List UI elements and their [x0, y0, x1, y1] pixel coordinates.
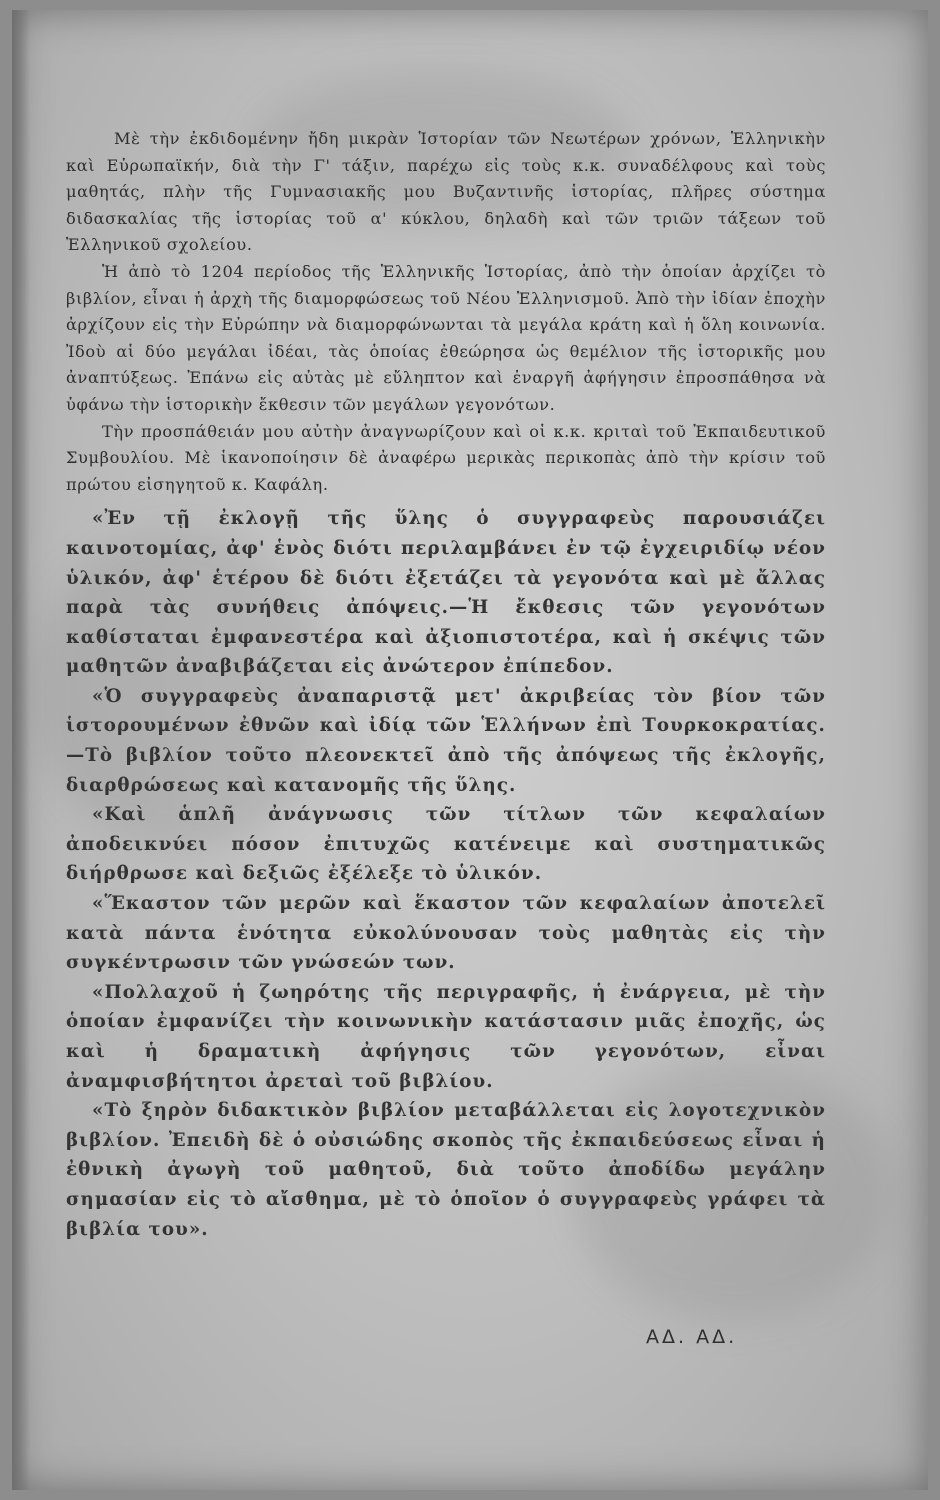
quote-paragraph: «Ἕκαστον τῶν μερῶν καὶ ἕκαστον τῶν κεφαλαίων ἀποτελεῖ κατὰ πάντα ἑνότητα εὐκολύνουσαν τοὺς μαθητὰς εἰς τὴν συγκέντρωσιν τῶν γνώσεών των.	[66, 893, 826, 974]
intro-paragraph: Ἡ ἀπὸ τὸ 1204 περίοδος τῆς Ἑλληνικῆς Ἱστορίας, ἀπὸ τὴν ὁποίαν ἀρχίζει τὸ βιβλίον, εἶναι ἡ ἀρχὴ τῆς διαμορφώσεως τοῦ Νέου Ἑλληνισμοῦ. Ἀπὸ τὴν ἰδίαν ἐποχὴν ἀρχίζουν εἰς τὴν Εὐρώπην νὰ διαμορφώνωνται τὰ μεγάλα κράτη καὶ ἡ ὅλη κοινωνία. Ἰδοὺ αἱ δύο μεγάλαι ἰδέαι, τὰς ὁποίας ἐθεώρησα ὡς θεμέλιον τῆς ἱστορικῆς μου ἀναπτύξεως. Ἐπάνω εἰς αὐτὰς μὲ εὔληπτον καὶ ἐναργῆ ἀφήγησιν ἐπροσπάθησα νὰ ὑφάνω τὴν ἱστορικὴν ἔκθεσιν τῶν μεγάλων γεγονότων.	[66, 261, 826, 414]
quote-paragraph: «Ἐν τῇ ἐκλογῇ τῆς ὕλης ὁ συγγραφεὺς παρουσιάζει καινοτομίας, ἀφ' ἑνὸς διότι περιλαμβάνει ἐν τῷ ἐγχειριδίῳ νέον ὑλικόν, ἀφ' ἑτέρου δὲ διότι ἐξετάζει τὰ γεγονότα καὶ μὲ ἄλλας παρὰ τὰς συνήθεις ἀπόψεις.—Ἡ ἔκθεσις τῶν γεγονότων καθίσταται ἐμφανεστέρα καὶ ἀξιοπιστοτέρα, καὶ ἡ σκέψις τῶν μαθητῶν ἀναβιβάζεται εἰς ἀνώτερον ἐπίπεδον.	[66, 508, 826, 678]
quote-paragraph: «Τὸ ξηρὸν διδακτικὸν βιβλίον μεταβάλλεται εἰς λογοτεχνικὸν βιβλίον. Ἐπειδὴ δὲ ὁ οὐσιώδης σκοπὸς τῆς ἐκπαιδεύσεως εἶναι ἡ ἐθνικὴ ἀγωγὴ τοῦ μαθητοῦ, διὰ τοῦτο ἀποδίδω μεγάλην σημασίαν εἰς τὸ αἴσθημα, μὲ τὸ ὁποῖον ὁ συγγραφεὺς γράφει τὰ βιβλία του».	[66, 1100, 826, 1240]
intro-paragraph: Τὴν προσπάθειάν μου αὐτὴν ἀναγνωρίζουν καὶ οἱ κ.κ. κριταὶ τοῦ Ἐκπαιδευτικοῦ Συμβουλίου. Μὲ ἱκανοποίησιν δὲ ἀναφέρω μερικὰς περικοπὰς ἀπὸ τὴν κρίσιν τοῦ πρώτου εἰσηγητοῦ κ. Καφάλη.	[66, 421, 826, 494]
intro-paragraph: Μὲ τὴν ἐκδιδομένην ἤδη μικρὰν Ἱστορίαν τῶν Νεωτέρων χρόνων, Ἑλληνικὴν καὶ Εὐρωπαϊκήν, διὰ τὴν Γ' τάξιν, παρέχω εἰς τοὺς κ.κ. συναδέλφους καὶ τοὺς μαθητάς, πλὴν τῆς Γυμνασιακῆς μου Βυζαντινῆς ἱστορίας, πλῆρες σύστημα διδασκαλίας τῆς ἱστορίας τοῦ α' κύκλου, δηλαδὴ καὶ τῶν τριῶν τάξεων τοῦ Ἑλληνικοῦ σχολείου.	[66, 129, 826, 255]
quote-paragraph: «Καὶ ἁπλῆ ἀνάγνωσις τῶν τίτλων τῶν κεφαλαίων ἀποδεικνύει πόσον ἐπιτυχῶς κατένειμε καὶ συστηματικῶς διήρθρωσε καὶ δεξιῶς ἐξέλεξε τὸ ὑλικόν.	[66, 804, 826, 885]
quote-paragraph: «Πολλαχοῦ ἡ ζωηρότης τῆς περιγραφῆς, ἡ ἐνάργεια, μὲ τὴν ὁποίαν ἐμφανίζει τὴν κοινωνικὴν κατάστασιν μιᾶς ἐποχῆς, ὡς καὶ ἡ δραματικὴ ἀφήγησις τῶν γεγονότων, εἶναι ἀναμφισβήτητοι ἀρεταὶ τοῦ βιβλίου.	[66, 981, 826, 1092]
signature: ΑΔ. ΑΔ.	[646, 1326, 738, 1348]
intro-section	[66, 126, 826, 498]
quote-paragraph: «Ὁ συγγραφεὺς ἀναπαριστᾷ μετ' ἀκριβείας τὸν βίον τῶν ἱστορουμένων ἐθνῶν καὶ ἰδίᾳ τῶν Ἑλλήνων ἐπὶ Τουρκοκρατίας.—Τὸ βιβλίον τοῦτο πλεονεκτεῖ ἀπὸ τῆς ἀπόψεως τῆς ἐκλογῆς, διαρθρώσεως καὶ κατανομῆς τῆς ὕλης.	[66, 685, 826, 796]
quoted-review	[66, 504, 826, 1244]
preface-text	[66, 126, 826, 1244]
